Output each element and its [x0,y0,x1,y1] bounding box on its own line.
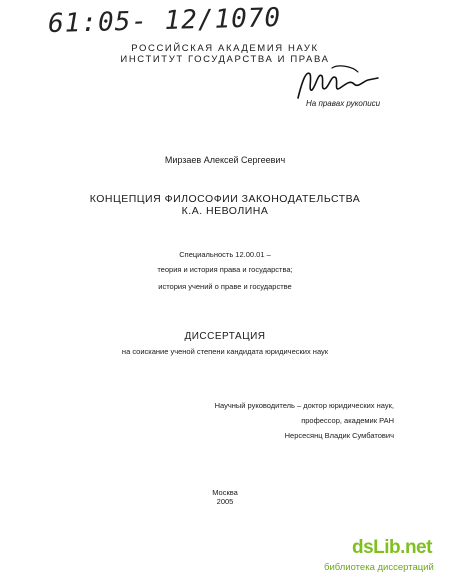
author-name: Мирзаев Алексей Сергеевич [164,155,286,165]
organization-institute: ИНСТИТУТ ГОСУДАРСТВА И ПРАВА [120,54,330,65]
organization-academy: РОССИЙСКАЯ АКАДЕМИЯ НАУК [131,43,319,54]
supervisor-line1: Научный руководитель – доктор юридических наук, [214,401,394,410]
dissertation-label: ДИССЕРТАЦИЯ [184,331,266,342]
dissertation-title-line1: КОНЦЕПЦИЯ ФИЛОСОФИИ ЗАКОНОДАТЕЛЬСТВА [89,193,361,205]
city: Москва [212,488,238,497]
specialty-line2: теория и история права и государства; [157,265,293,274]
rights-note: На правах рукописи [306,99,381,108]
specialty-code: Специальность 12.00.01 – [179,250,271,259]
handwritten-archive-number: 61:05- 12/1070 [47,2,282,40]
watermark [322,537,450,582]
watermark-logo: dsLib.net [352,537,432,558]
dissertation-title-line2: К.А. НЕВОЛИНА [181,205,269,217]
supervisor-name: Нерсесянц Владик Сумбатович [284,431,394,440]
supervisor-line2: профессор, академик РАН [301,416,394,425]
degree-description: на соискание ученой степени кандидата юридических наук [121,347,329,356]
watermark-subtitle: библиотека диссертаций [324,562,434,573]
year: 2005 [216,497,234,506]
specialty-line3: история учений о праве и государстве [158,282,292,291]
